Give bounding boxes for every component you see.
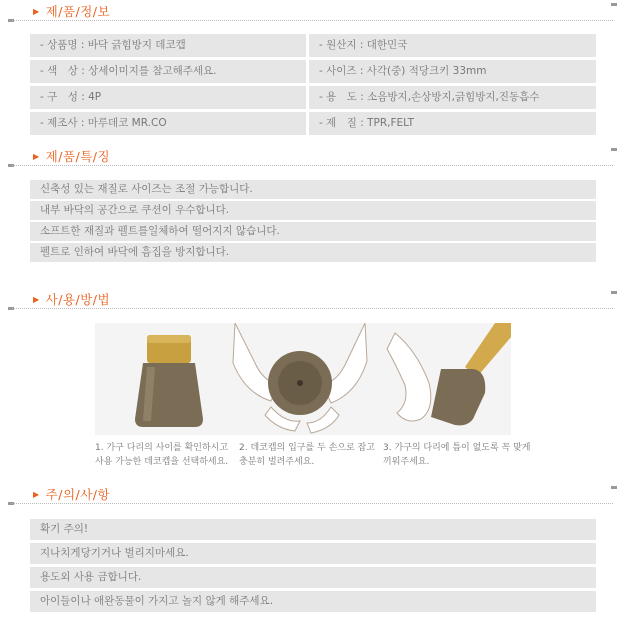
section-title-info: [33, 2, 110, 20]
info-cell: - 사이즈 : 사각(중) 적당크키 33mm: [309, 60, 596, 83]
table-row: [30, 86, 596, 109]
usage-illustration: [95, 323, 511, 435]
dotted-divider: [12, 503, 613, 504]
usage-caption-1: [95, 441, 228, 469]
divider-marker: [611, 148, 617, 151]
info-cell: - 구 성 : 4P: [30, 86, 306, 109]
section-title-features: [33, 147, 110, 165]
usage-illustration-svg: [95, 323, 511, 435]
list-item: 내부 바닥의 공간으로 쿠션이 우수합니다.: [30, 201, 596, 220]
caption-line: 2. 데코캡의 입구를 두 손으로 잡고: [239, 443, 375, 453]
triangle-bullet-icon: ▶: [33, 295, 40, 304]
section-title-caution: [33, 485, 110, 503]
info-cell: - 상품명 : 바닥 긁힘방지 데코캡: [30, 34, 306, 57]
caption-line: 충분히 벌려주세요.: [239, 457, 315, 467]
info-cell: - 용 도 : 소음방지,손상방지,긁힘방지,진동흡수: [309, 86, 596, 109]
furniture-leg-shape: [465, 323, 511, 377]
caption-line: 사용 가능한 데코캡을 선택하세요.: [95, 457, 229, 467]
divider-marker: [611, 486, 617, 489]
triangle-bullet-icon: ▶: [33, 7, 40, 16]
list-item: 용도외 사용 금합니다.: [30, 567, 596, 588]
info-cell: - 제 질 : TPR,FELT: [309, 112, 596, 135]
list-item: 아이들이나 애완동물이 가지고 놀지 않게 해주세요.: [30, 591, 596, 612]
felt-highlight-shape: [147, 335, 191, 343]
section-title-text: 사/용/방/법: [45, 292, 111, 307]
dotted-divider: [12, 165, 613, 166]
table-row: [30, 34, 596, 57]
dotted-divider: [12, 20, 613, 21]
hand-shape: [387, 333, 431, 421]
cap-center-dot: [297, 380, 303, 386]
product-info-table: [30, 34, 596, 138]
list-item: 확기 주의!: [30, 519, 596, 540]
caution-list: [30, 519, 596, 615]
caption-line: 끼워주세요.: [383, 457, 430, 467]
list-item: 펠트로 인하여 바닥에 흠집을 방지합니다.: [30, 243, 596, 262]
features-list: [30, 180, 596, 264]
section-title-text: 제/품/정/보: [45, 4, 111, 19]
table-row: [30, 60, 596, 83]
triangle-bullet-icon: ▶: [33, 490, 40, 499]
list-item: 소프트한 재질과 펠트를일체하여 떨어지지 않습니다.: [30, 222, 596, 241]
usage-caption-3: [383, 441, 530, 469]
table-row: [30, 112, 596, 135]
info-cell: - 색 상 : 상세이미지를 참고해주세요.: [30, 60, 306, 83]
section-header-usage: [0, 288, 625, 314]
section-header-features: [0, 145, 625, 171]
section-title-text: 제/품/특/징: [45, 149, 111, 164]
caption-line: 1. 가구 다리의 사이를 확인하시고: [95, 443, 229, 453]
divider-marker: [611, 3, 617, 6]
dotted-divider: [12, 308, 613, 309]
section-title-text: 주/의/사/항: [45, 487, 111, 502]
triangle-bullet-icon: ▶: [33, 152, 40, 161]
info-cell: - 제조사 : 마루데코 MR.CO: [30, 112, 306, 135]
leg-fitting-image: [387, 323, 511, 425]
cap-on-leg-shape: [431, 369, 485, 425]
section-header-caution: [0, 483, 625, 509]
info-cell: - 원산지 : 대한민국: [309, 34, 596, 57]
usage-caption-2: [239, 441, 375, 469]
section-title-usage: [33, 290, 110, 308]
hands-stretching-image: [233, 323, 367, 433]
deco-cap-image: [135, 335, 203, 427]
section-header-info: [0, 0, 625, 26]
list-item: 지나치게당기거나 벌리지마세요.: [30, 543, 596, 564]
divider-marker: [611, 291, 617, 294]
caption-line: 3. 가구의 다리에 틈이 없도록 꼭 맞게: [383, 443, 531, 453]
list-item: 신축성 있는 재질로 사이즈는 조절 가능합니다.: [30, 180, 596, 199]
